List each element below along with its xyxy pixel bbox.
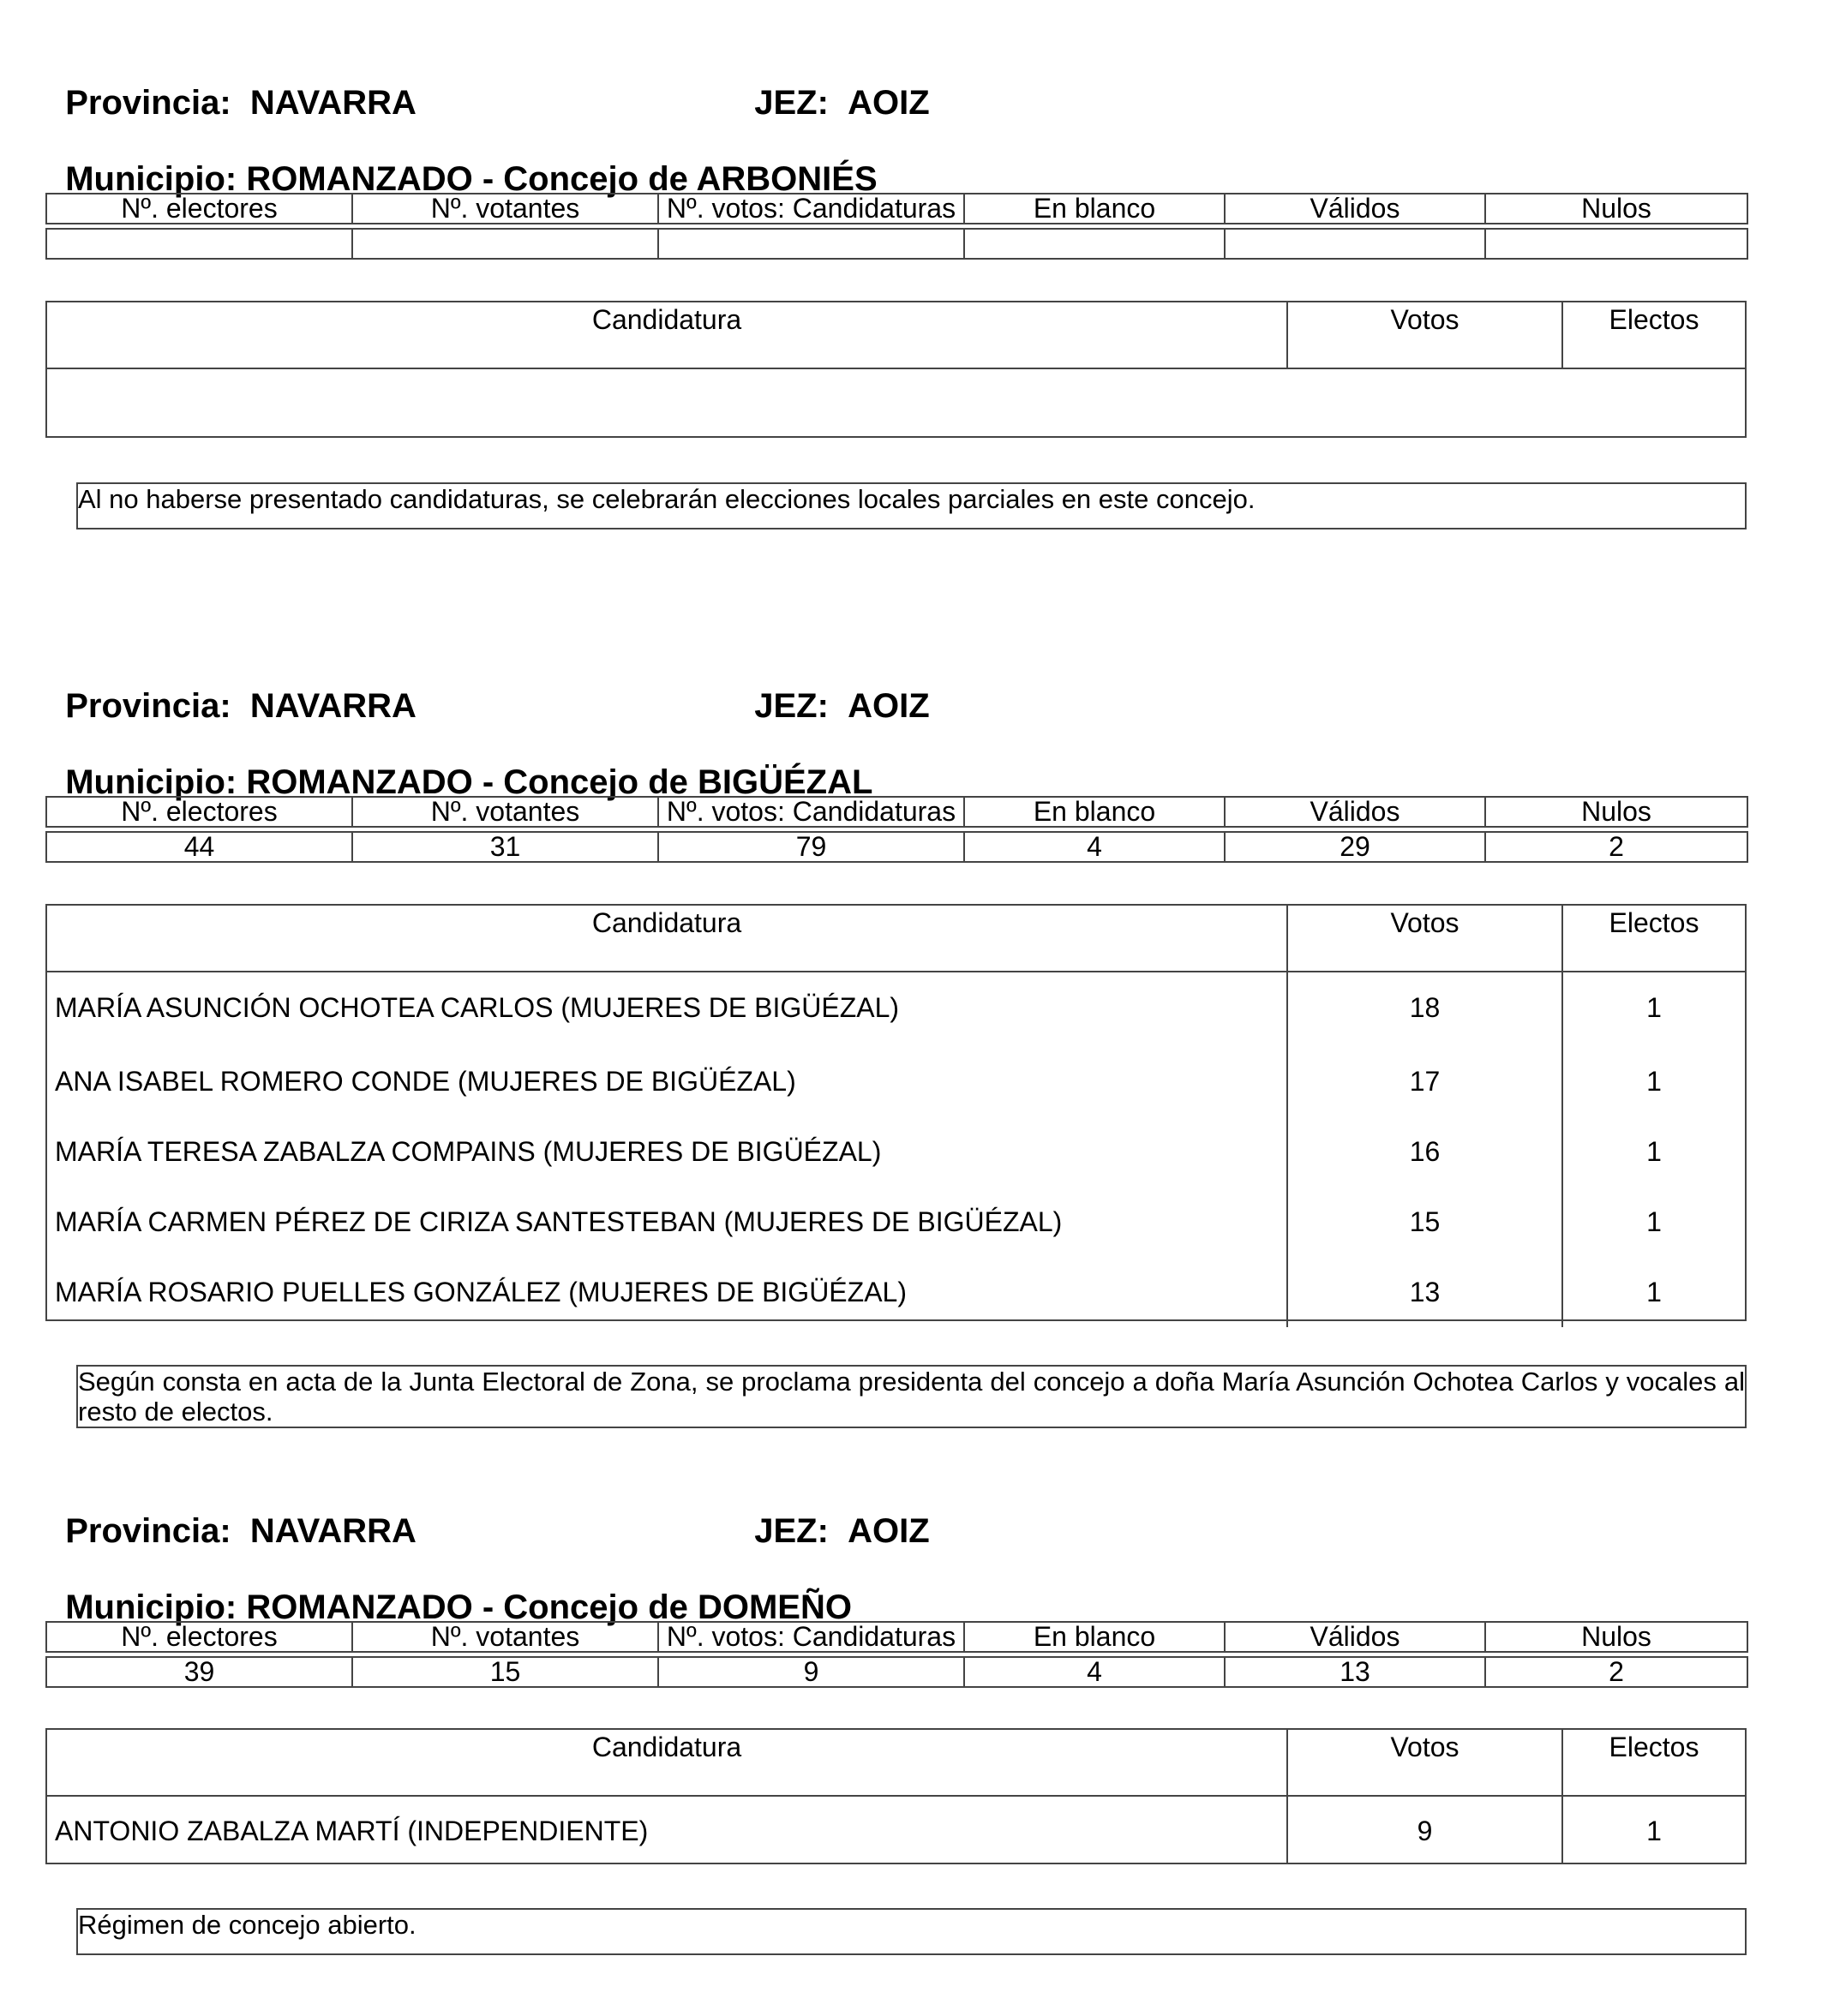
candidate-electos: 1 <box>1646 1206 1662 1237</box>
jez-value: AOIZ <box>848 1512 930 1550</box>
table-row <box>47 972 1745 1046</box>
stats-value-validos: 29 <box>1225 832 1485 862</box>
stats-header-votantes: Nº. votantes <box>352 1622 658 1652</box>
stats-value-electores: 44 <box>46 832 352 862</box>
stats-value-electores: 39 <box>46 1657 352 1687</box>
stats-value-electores <box>46 229 352 259</box>
candidate-votos: 9 <box>1288 1797 1563 1863</box>
stats-value-votantes: 15 <box>352 1657 658 1687</box>
stats-header-electores: Nº. electores <box>46 797 352 827</box>
candidate-name: MARÍA TERESA ZABALZA COMPAINS (MUJERES DE BIGÜÉZAL) <box>47 1116 1288 1187</box>
municipio-heading <box>46 726 872 801</box>
stats-header-validos: Válidos <box>1225 797 1485 827</box>
stats-header-row <box>46 194 1747 224</box>
table-row <box>47 1797 1745 1863</box>
candidate-electos: 1 <box>1646 1066 1662 1097</box>
jez-label: JEZ: <box>754 687 829 725</box>
electos-header: Electos <box>1609 1732 1699 1762</box>
stats-header-row <box>46 1622 1747 1652</box>
candidate-electos: 1 <box>1646 992 1662 1023</box>
provincia-label: Provincia: <box>65 84 231 122</box>
candidate-votos: 15 <box>1288 1187 1563 1257</box>
table-row <box>47 1116 1745 1187</box>
jez-heading <box>735 46 930 122</box>
municipio-label: Municipio: <box>65 160 237 198</box>
candidate-name: MARÍA CARMEN PÉREZ DE CIRIZA SANTESTEBAN (MUJERES DE BIGÜÉZAL) <box>47 1187 1288 1257</box>
jez-heading <box>735 649 930 725</box>
candidatura-header: Candidatura <box>47 906 1288 971</box>
provincia-value: NAVARRA <box>249 84 417 122</box>
jez-label: JEZ: <box>754 84 829 122</box>
stats-value-votantes <box>352 229 658 259</box>
candidate-electos: 1 <box>1646 1136 1662 1167</box>
candidate-name: MARÍA ROSARIO PUELLES GONZÁLEZ (MUJERES DE BIGÜÉZAL) <box>47 1257 1288 1327</box>
table-row <box>47 1257 1745 1327</box>
stats-header-votos-candidaturas: Nº. votos: Candidaturas <box>658 1622 964 1652</box>
candidaturas-header-row <box>47 906 1745 972</box>
municipio-value: ROMANZADO - Concejo de BIGÜÉZAL <box>246 763 873 801</box>
table-row <box>47 1046 1745 1116</box>
stats-table <box>45 796 1748 863</box>
provincia-heading <box>46 1475 417 1550</box>
jez-label: JEZ: <box>754 1512 829 1550</box>
candidatura-header: Candidatura <box>47 1730 1288 1795</box>
stats-header-validos: Válidos <box>1225 194 1485 224</box>
candidaturas-rows <box>47 1797 1745 1863</box>
stats-value-row <box>46 1657 1747 1687</box>
provincia-value: NAVARRA <box>249 687 417 725</box>
municipio-value: ROMANZADO - Concejo de DOMEÑO <box>246 1588 852 1626</box>
candidate-name: ANA ISABEL ROMERO CONDE (MUJERES DE BIGÜÉZAL) <box>47 1046 1288 1116</box>
stats-value-row <box>46 229 1747 259</box>
candidate-name: MARÍA ASUNCIÓN OCHOTEA CARLOS (MUJERES DE BIGÜÉZAL) <box>47 972 1288 1046</box>
stats-value-nulos <box>1485 229 1747 259</box>
stats-header-nulos: Nulos <box>1485 1622 1747 1652</box>
candidate-electos: 1 <box>1646 1816 1662 1846</box>
stats-header-electores: Nº. electores <box>46 194 352 224</box>
stats-value-validos: 13 <box>1225 1657 1485 1687</box>
candidaturas-header-row <box>47 1730 1745 1797</box>
stats-value-votantes: 31 <box>352 832 658 862</box>
stats-value-en-blanco: 4 <box>964 832 1225 862</box>
stats-header-validos: Válidos <box>1225 1622 1485 1652</box>
municipio-heading <box>46 1551 852 1626</box>
stats-header-en-blanco: En blanco <box>964 194 1225 224</box>
municipio-heading <box>46 123 878 198</box>
stats-value-nulos: 2 <box>1485 832 1747 862</box>
stats-header-en-blanco: En blanco <box>964 797 1225 827</box>
stats-header-row <box>46 797 1747 827</box>
stats-header-en-blanco: En blanco <box>964 1622 1225 1652</box>
candidaturas-rows <box>47 972 1745 1327</box>
stats-table <box>45 1621 1748 1688</box>
stats-header-nulos: Nulos <box>1485 194 1747 224</box>
electos-header: Electos <box>1609 304 1699 335</box>
provincia-heading <box>46 649 417 725</box>
candidate-votos: 16 <box>1288 1116 1563 1187</box>
stats-table <box>45 193 1748 260</box>
stats-value-votos-candidaturas: 9 <box>658 1657 964 1687</box>
candidaturas-table <box>45 904 1747 1321</box>
section-note: Según consta en acta de la Junta Electoral de Zona, se proclama presidenta del concejo a doña María Asunción Ochotea Carlos y vocales al resto de electos. <box>78 1367 1745 1427</box>
stats-header-votos-candidaturas: Nº. votos: Candidaturas <box>658 194 964 224</box>
candidaturas-table <box>45 1728 1747 1864</box>
table-row <box>47 1187 1745 1257</box>
electos-header: Electos <box>1609 907 1699 938</box>
jez-heading <box>735 1475 930 1550</box>
stats-value-votos-candidaturas: 79 <box>658 832 964 862</box>
candidate-votos: 13 <box>1288 1257 1563 1327</box>
municipio-label: Municipio: <box>65 763 237 801</box>
section-note: Al no haberse presentado candidaturas, se celebrarán elecciones locales parciales en este concejo. <box>76 482 1747 529</box>
section-note: Régimen de concejo abierto. <box>76 1908 1747 1955</box>
jez-value: AOIZ <box>848 687 930 725</box>
candidaturas-table <box>45 301 1747 438</box>
candidaturas-header-row <box>47 302 1745 369</box>
candidate-votos: 17 <box>1288 1046 1563 1116</box>
provincia-heading <box>46 46 417 122</box>
votos-header: Votos <box>1288 1730 1563 1795</box>
stats-value-votos-candidaturas <box>658 229 964 259</box>
jez-value: AOIZ <box>848 84 930 122</box>
provincia-label: Provincia: <box>65 687 231 725</box>
stats-header-votos-candidaturas: Nº. votos: Candidaturas <box>658 797 964 827</box>
stats-value-en-blanco <box>964 229 1225 259</box>
stats-value-validos <box>1225 229 1485 259</box>
candidate-name: ANTONIO ZABALZA MARTÍ (INDEPENDIENTE) <box>47 1797 1288 1863</box>
stats-value-en-blanco: 4 <box>964 1657 1225 1687</box>
votos-header: Votos <box>1288 906 1563 971</box>
provincia-value: NAVARRA <box>249 1512 417 1550</box>
stats-header-nulos: Nulos <box>1485 797 1747 827</box>
candidatura-header: Candidatura <box>47 302 1288 368</box>
candidate-electos: 1 <box>1646 1277 1662 1307</box>
candidate-votos: 18 <box>1288 972 1563 1046</box>
stats-header-votantes: Nº. votantes <box>352 797 658 827</box>
municipio-value: ROMANZADO - Concejo de ARBONIÉS <box>246 160 878 198</box>
stats-header-votantes: Nº. votantes <box>352 194 658 224</box>
stats-header-electores: Nº. electores <box>46 1622 352 1652</box>
municipio-label: Municipio: <box>65 1588 237 1626</box>
votos-header: Votos <box>1288 302 1563 368</box>
stats-value-row <box>46 832 1747 862</box>
stats-value-nulos: 2 <box>1485 1657 1747 1687</box>
provincia-label: Provincia: <box>65 1512 231 1550</box>
